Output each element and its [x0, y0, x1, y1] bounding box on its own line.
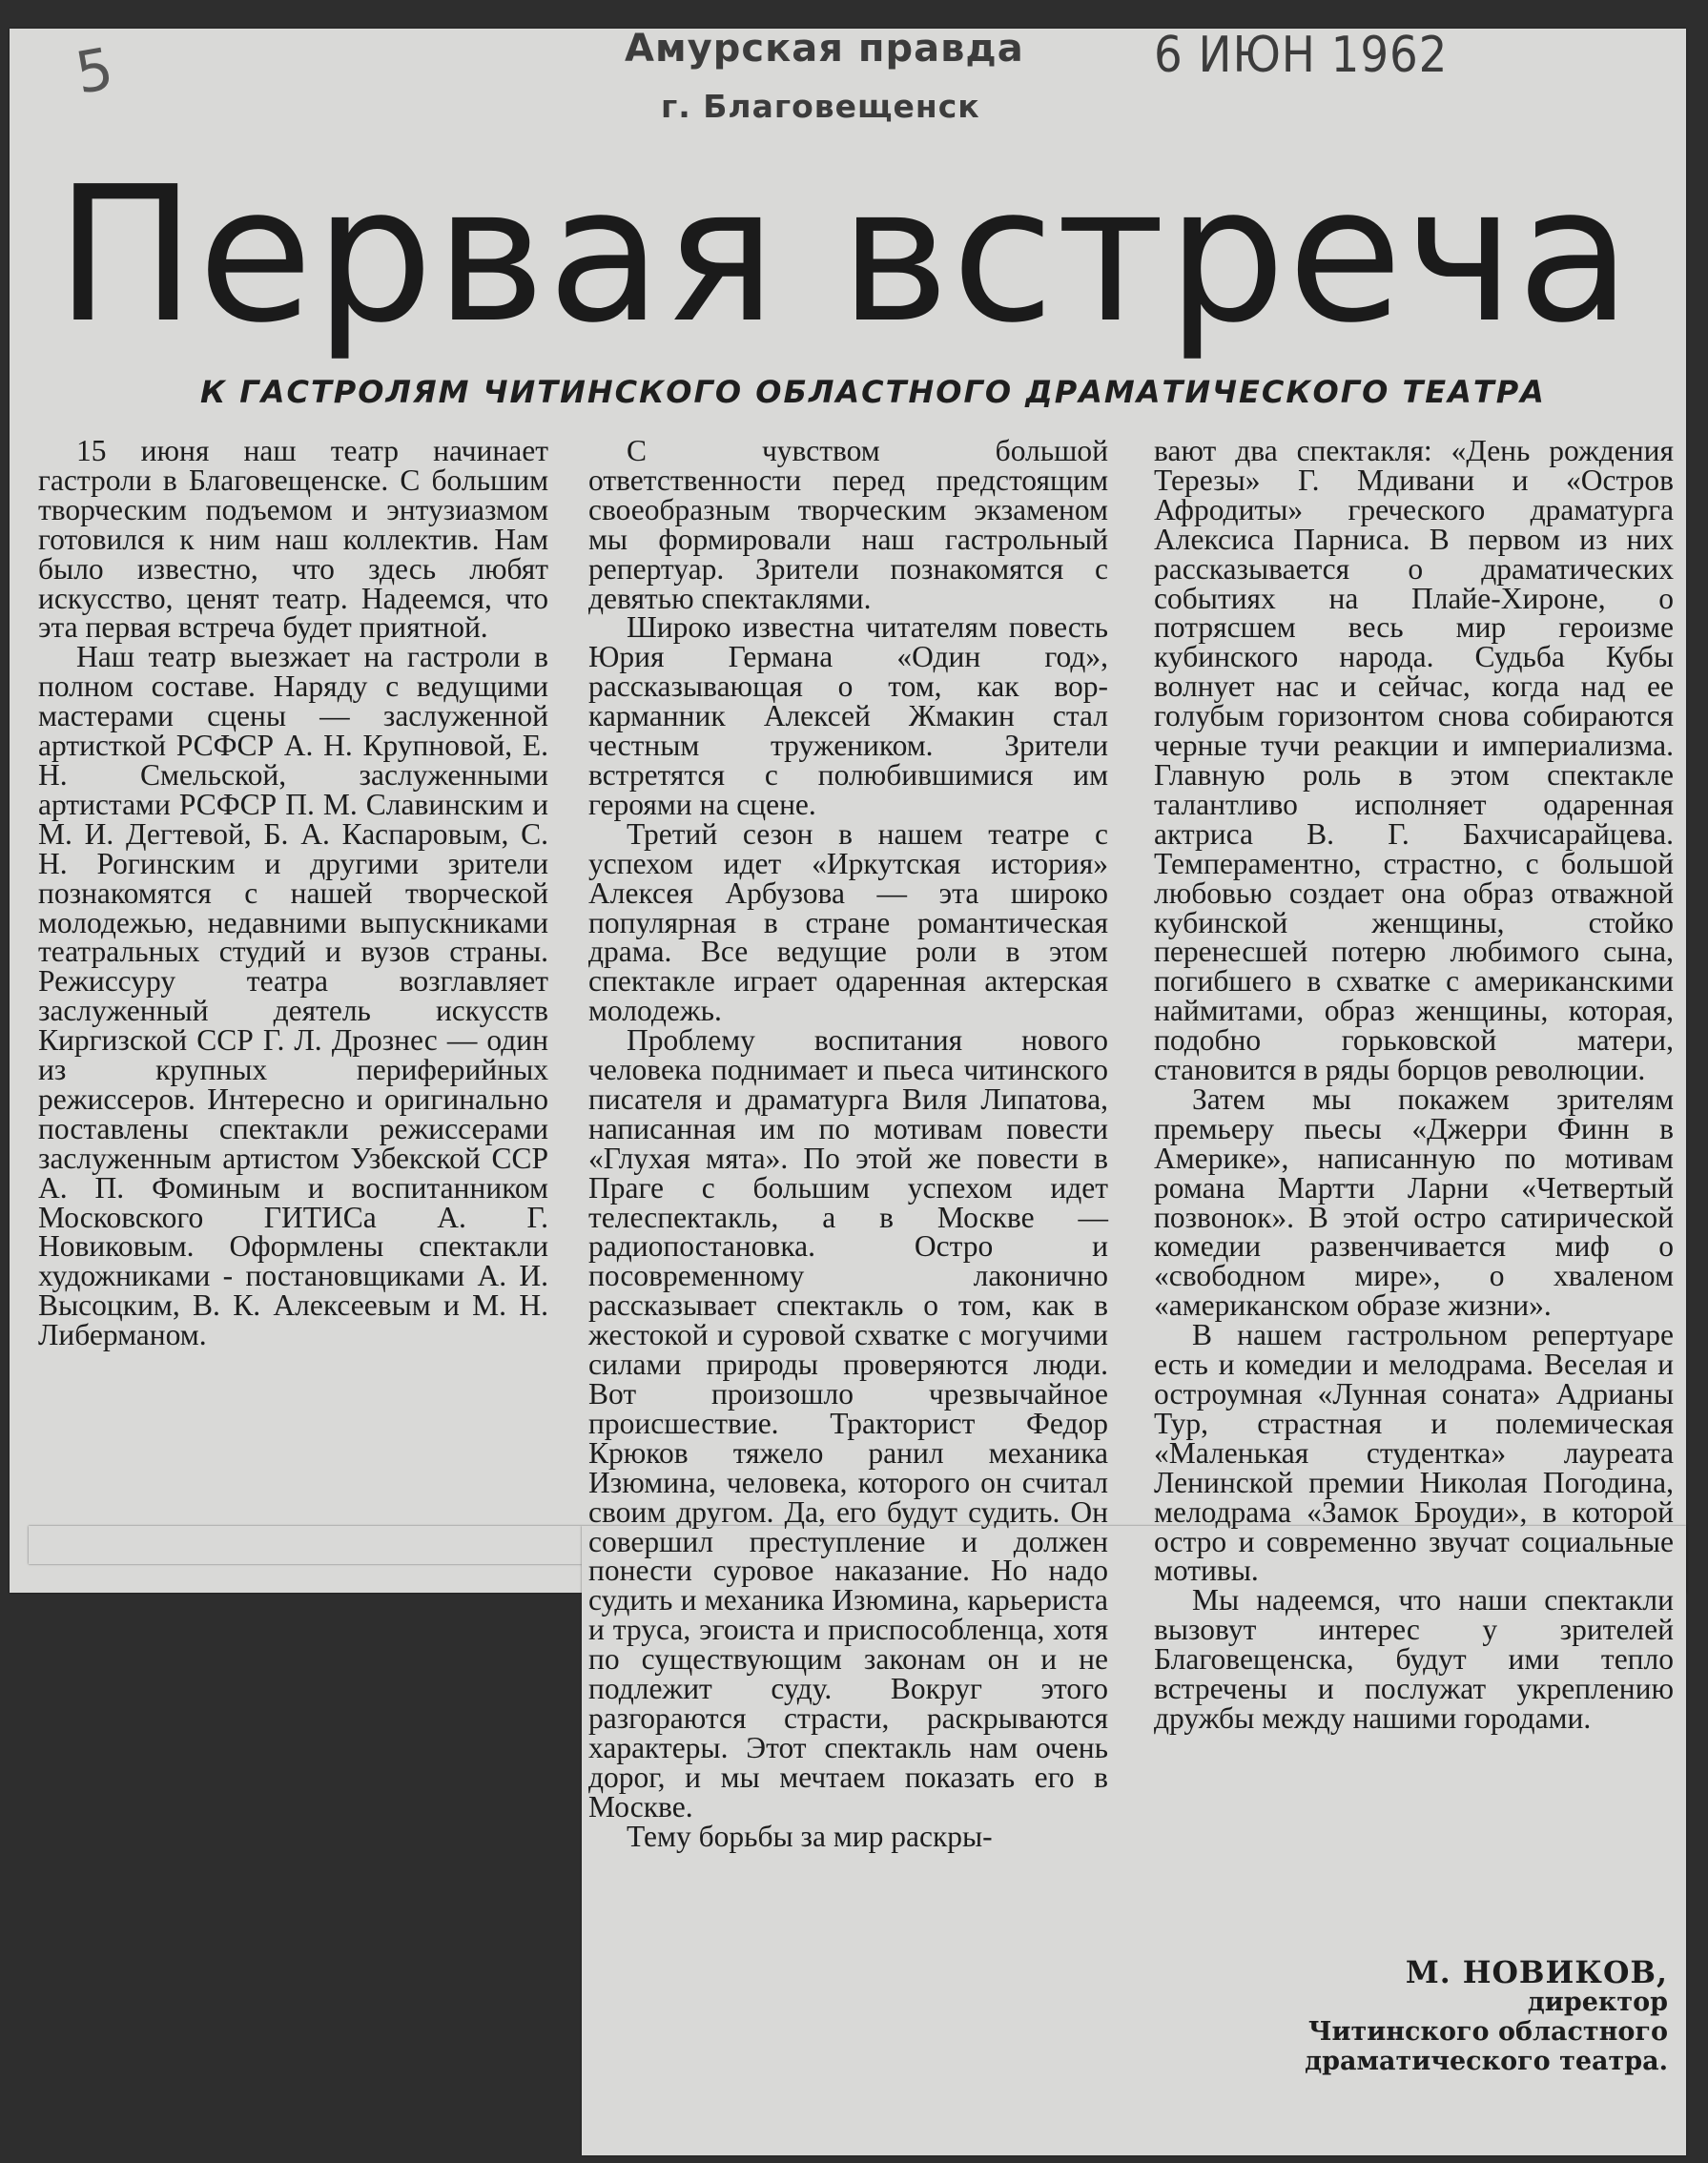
- clipping-paper-left: [29, 1526, 582, 1564]
- date-stamp: 6 ИЮН 1962: [1154, 27, 1449, 84]
- column-3: [1154, 434, 1674, 1735]
- paragraph: Тему борьбы за мир раскры-: [627, 1819, 993, 1853]
- paragraph: С чувством большой ответственности перед предстоящим своеобразным творческим экзаменом мы формировали наш гастрольный репертуар. Зрители познакомятся с девятью спектаклями.: [588, 434, 1108, 615]
- signature-position: [1305, 1988, 1668, 2076]
- paragraph: 15 июня наш театр начинает гастроли в Благовещенске. С большим творческим подъемом и энтузиазмом готовился к ним наш коллектив. Нам было известно, что здесь любят искусство, ценят театр. Надеемся, что эта первая встреча будет приятной.: [38, 434, 548, 645]
- article-subtitle: К ГАСТРОЛЯМ ЧИТИНСКОГО ОБЛАСТНОГО ДРАМАТИЧЕСКОГО ТЕАТРА: [200, 374, 1546, 410]
- pencil-mark: 5: [71, 35, 118, 108]
- column-2: [588, 434, 1108, 1853]
- newspaper-stamp: Амурская правда: [625, 27, 1024, 71]
- paragraph: вают два спектакля: «День рождения Терезы» Г. Мдивани и «Остров Афродиты» греческого драматурга Алексиса Парниса. В первом из них рассказывается о драматических событиях на Плайе-Хироне, о потрясшем весь мир героизме кубинского народа. Судьба Кубы волнует нас и сейчас, когда над ее голубым горизонтом снова собираются черные тучи реакции и империализма. Главную роль в этом спектакле талантливо исполняет одаренная актриса В. Г. Бахчисарайцева. Темпераментно, страстно, с большой любовью создает она образ отважной кубинской женщины, стойко перенесшей потерю любимого сына, погибшего в схватке с американскими наймитами, образ женщины, которая, подобно горьковской матери, становится в ряды борцов революции.: [1154, 434, 1674, 1087]
- paragraph: В нашем гастрольном репертуаре есть и комедии и мелодрама. Веселая и остроумная «Лунная соната» Адрианы Тур, страстная и полемическая «Маленькая студентка» лауреата Ленинской премии Николая Погодина, мелодрама «Замок Броуди», в которой остро и современно звучат социальные мотивы.: [1154, 1318, 1674, 1588]
- paragraph: Мы надеемся, что наши спектакли вызовут интерес у зрителей Благовещенска, будут ими тепло встречены и послужат укреплению дружбы между нашими городами.: [1154, 1583, 1674, 1735]
- column-1: [38, 434, 548, 1352]
- paragraph: Широко известна читателям повесть Юрия Германа «Один год», рассказывающая о том, как вор-карманник Алексей Жмакин стал честным тружеником. Зрители встретятся с полюбившимися им героями на сцене.: [588, 610, 1108, 821]
- paragraph: Наш театр выезжает на гастроли в полном составе. Наряду с ведущими мастерами сцены — заслуженной артисткой РСФСР А. Н. Крупновой, Е. Н. Смельской, заслуженными артистами РСФСР П. М. Славинским и М. И. Дегтевой, Б. А. Каспаровым, С. Н. Рогинским и другими зрители познакомятся с нашей творческой молодежью, недавними выпускниками театральных студий и вузов страны. Режиссуру театра возглавляет заслуженный деятель искусств Киргизской ССР Г. Л. Дрознес — один из крупных периферийных режиссеров. Интересно и оригинально поставлены спектакли режиссерами заслуженным артистом Узбекской ССР А. П. Фоминым и воспитанником Московского ГИТИСа А. Г. Новиковым. Оформлены спектакли художниками - постановщиками А. И. Высоцким, В. К. Алексеевым и М. Н. Либерманом.: [38, 640, 548, 1352]
- article-title: Первая встреча: [55, 147, 1634, 364]
- paragraph: Проблему воспитания нового человека поднимает и пьеса читинского писателя и драматурга Виля Липатова, написанная им по мотивам повести «Глухая мята». По этой же повести в Праге с большим успехом идет телеспектакль, а в Москве — радиопостановка. Остро и посовременному лаконично рассказывает спектакль о том, как в жестокой и суровой схватке с могучими силами природы проверяются люди. Вот произошло чрезвычайное происшествие. Тракторист Федор Крюков тяжело ранил механика Изюмина, человека, которого он считал своим другом. Да, его будут судить. Он совершил преступление и должен понести суровое наказание. Но надо судить и механика Изюмина, карьериста и труса, эгоиста и приспособленца, хотя по существующим законам он и не подлежит суду. Вокруг этого разгораются страсти, раскрываются характеры. Этот спектакль нам очень дорог, и мы мечтаем показать его в Москве.: [588, 1023, 1108, 1823]
- paragraph: Третий сезон в нашем театре с успехом идет «Иркутская история» Алексея Арбузова — эта широко популярная в стране романтическая драма. Все ведущие роли в этом спектакле играет одаренная актерская молодежь.: [588, 816, 1108, 1028]
- signature-line: драматического театра.: [1305, 2047, 1668, 2076]
- paragraph: Затем мы покажем зрителям премьеру пьесы «Джерри Финн в Америке», написанную по мотивам романа Мартти Ларни «Четвертый позвонок». В этой остро сатирической комедии развенчивается миф о «свободном мире», о хваленом «американском образе жизни».: [1154, 1082, 1674, 1323]
- signature-line: директор: [1527, 1988, 1668, 2017]
- city-stamp: г. Благовещенск: [661, 88, 980, 125]
- signature-name: М. НОВИКОВ,: [1405, 1955, 1668, 1990]
- signature-line: Читинского областного: [1307, 2017, 1668, 2047]
